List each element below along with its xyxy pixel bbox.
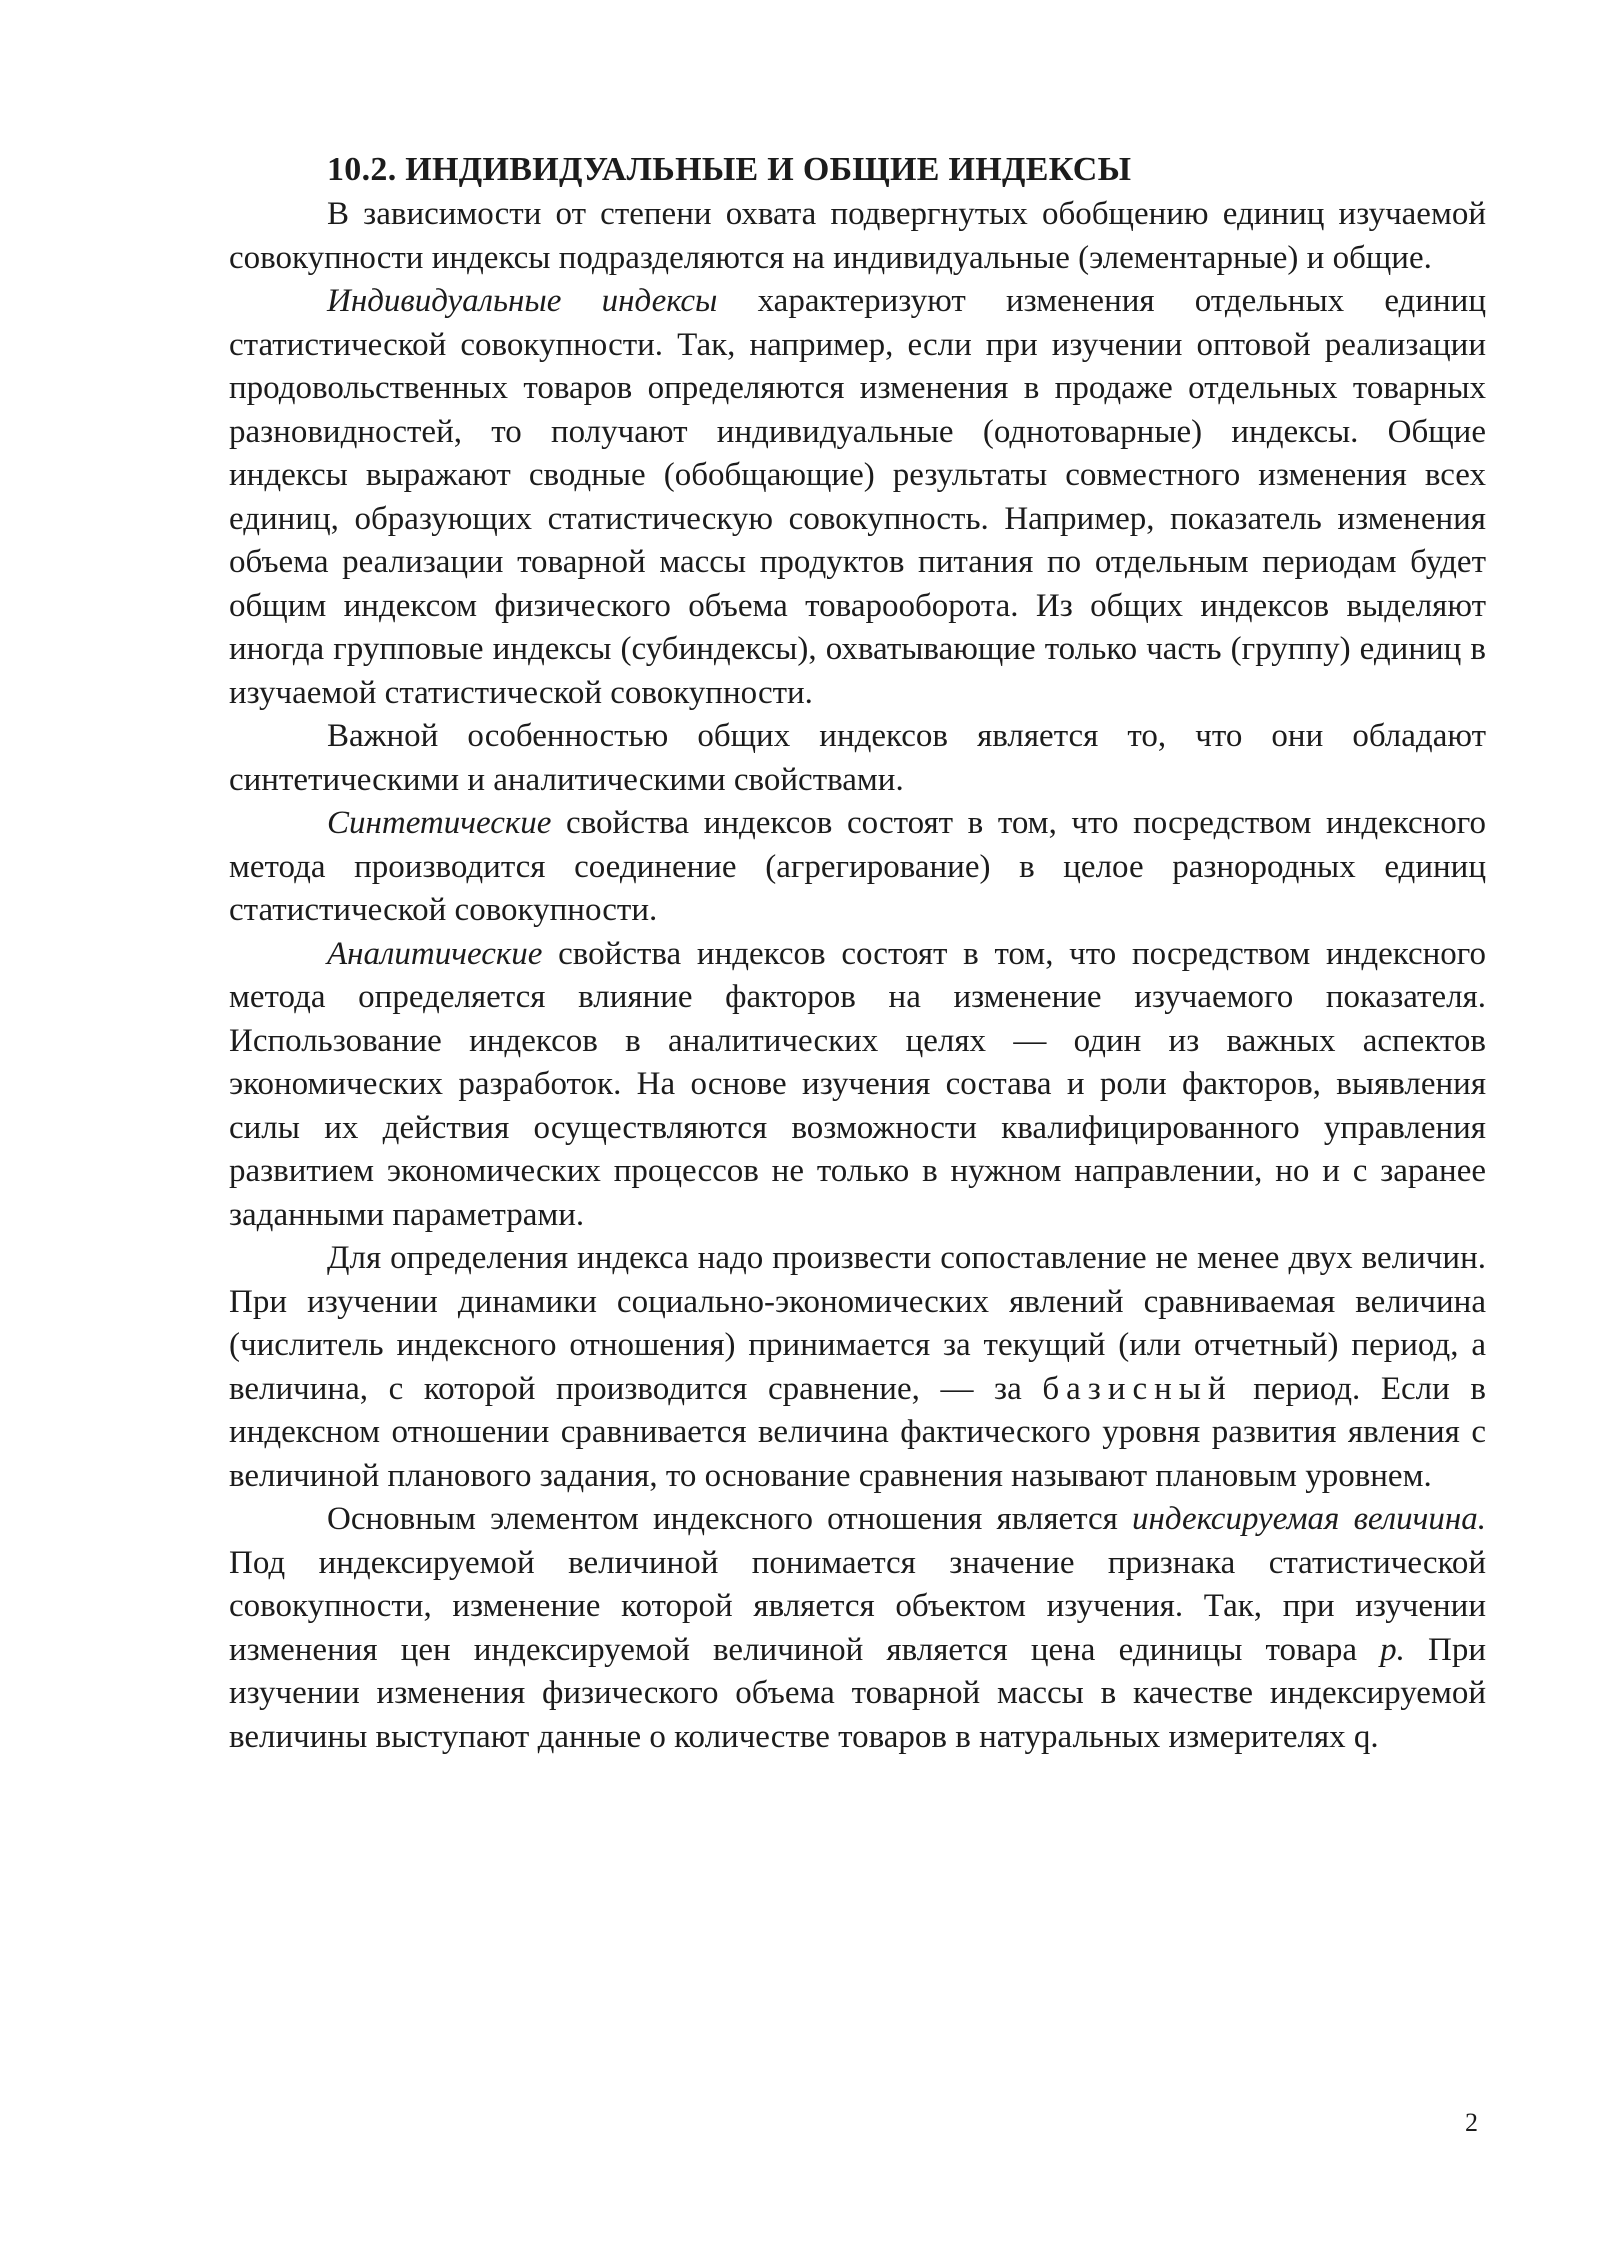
paragraph-6-text-after: период. Если в индексном отношении сравнивается величина фактического уровня развития явления с величиной планового задания, то основание сравнения называют плановым уровнем. [229,1370,1486,1494]
paragraph-7 [229,1498,1486,1759]
paragraph-4 [229,802,1486,933]
paragraph-6-text-before: Для определения индекса надо произвести сопоставление не менее двух величин. При изучении динамики социально-экономических явлений сравниваемая величина (числитель индексного отношения) принимается за текущий (или отчетный) период, а величина, с которой производится сравнение, — за [229,1240,1486,1407]
paragraph-5-text: свойства индексов состоят в том, что посредством индексного метода определяется влияние факторов на изменение изучаемого показателя. Использование индексов в аналитических целях — один из важных аспектов экономических разработок. На основе изучения состава и роли факторов, выявления силы их действия осуществляются возможности квалифицированного управления развитием экономических процессов не только в нужном направлении, но и с заранее заданными параметрами. [229,935,1486,1233]
paragraph-5 [229,933,1486,1238]
term-synthetic: Синтетические [327,805,552,841]
section-heading: 10.2. ИНДИВИДУАЛЬНЫЕ И ОБЩИЕ ИНДЕКСЫ [327,151,1132,188]
page-number: 2 [1465,2108,1478,2137]
paragraph-3: Важной особенностью общих индексов является то, что они обладают синтетическими и аналитическими свойствами. [229,718,1486,798]
term-indexed-value: индексируемая величина. [1132,1501,1486,1537]
paragraph-4-text: свойства индексов состоят в том, что посредством индексного метода производится соединение (агрегирование) в целое разнородных единиц статистической совокупности. [229,805,1486,928]
paragraph-2 [229,280,1486,715]
term-base: базисный [1042,1370,1233,1407]
symbol-p: p. [1380,1631,1405,1668]
term-individual-indices: Индивидуальные индексы [327,283,718,319]
paragraph-7-text-mid: Под индексируемой величиной понимается значение признака статистической совокупности, изменение которой является объектом изучения. Так, при изучении изменения цен индексируемой величиной является цена единицы товара [229,1544,1486,1668]
term-analytic: Аналитические [327,935,543,972]
document-page [229,148,1486,1759]
paragraph-7-text-after: При изучении изменения физического объема товарной массы в качестве индексируемой величины выступают данные о количестве товаров в натуральных измерителях q. [229,1631,1486,1755]
paragraph-6 [229,1237,1486,1498]
paragraph-7-text-before: Основным элементом индексного отношения является [327,1501,1133,1537]
paragraph-1: В зависимости от степени охвата подвергнутых обобщению единиц изучаемой совокупности индексы подразделяются на индивидуальные (элементарные) и общие. [229,196,1486,276]
paragraph-2-text: характеризуют изменения отдельных единиц статистической совокупности. Так, например, если при изучении оптовой реализации продовольственных товаров определяются изменения в продаже отдельных товарных разновидностей, то получают индивидуальные (однотоварные) индексы. Общие индексы выражают сводные (обобщающие) результаты совместного изменения всех единиц, образующих статистическую совокупность. Например, показатель изменения объема реализации товарной массы продуктов питания по отдельным периодам будет общим индексом физического объема товарооборота. Из общих индексов выделяют иногда групповые индексы (субиндексы), охватывающие только часть (группу) единиц в изучаемой статистической совокупности. [229,283,1486,711]
